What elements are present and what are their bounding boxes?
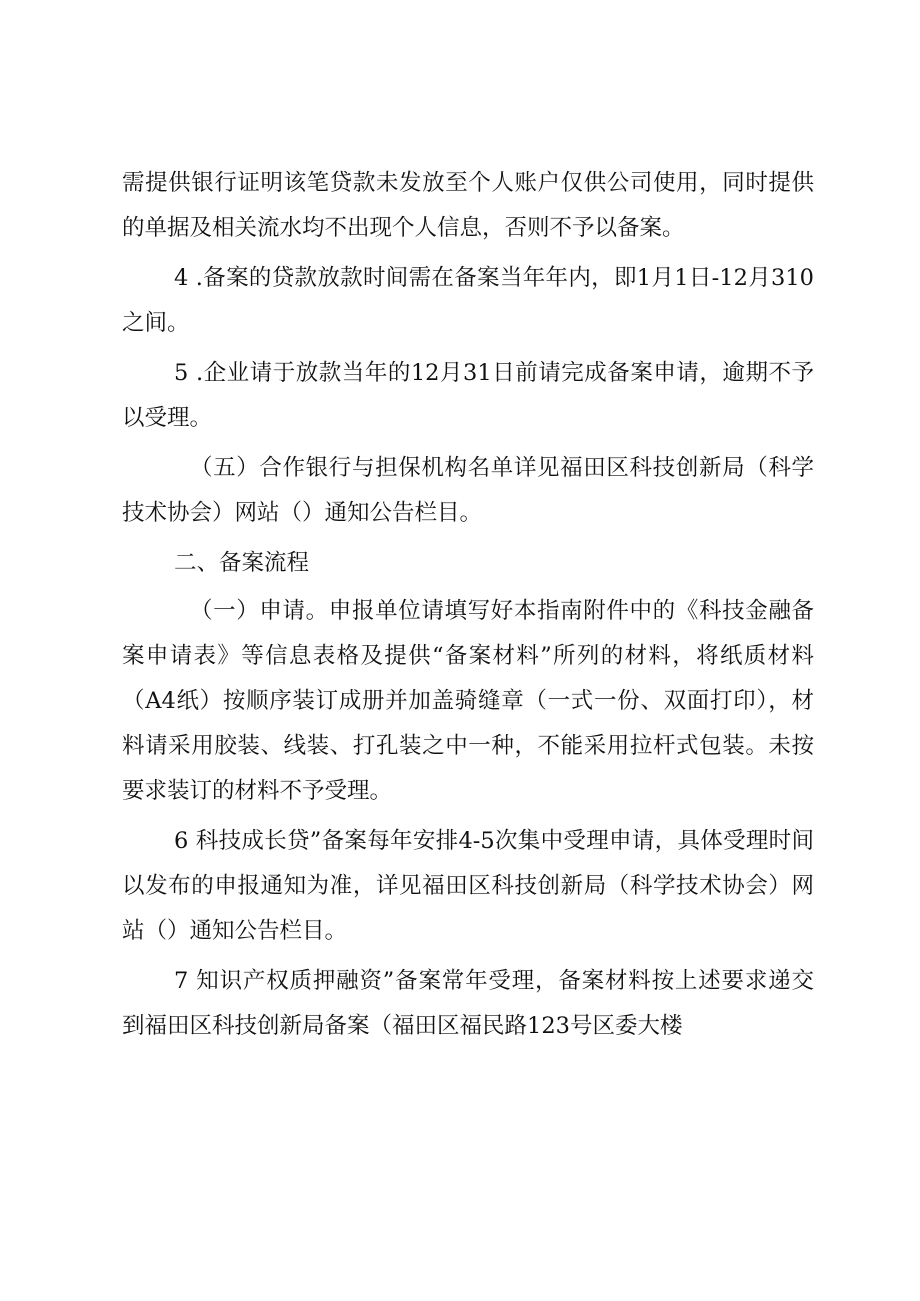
paragraph-item-5-deadline: 5 .企业请于放款当年的12月31日前请完成备案申请，逾期不予以受理。	[122, 360, 814, 431]
paragraph-item-4-loan-time: 4 .备案的贷款放款时间需在备案当年年内，即1月1日-12月310之间。	[122, 265, 814, 336]
section-heading-filing-process: 二、备案流程	[174, 550, 310, 576]
document-body	[122, 161, 814, 1054]
paragraph-bank-proof: 需提供银行证明该笔贷款未发放至个人账户仅供公司使用，同时提供的单据及相关流水均不出现个人信息，否则不予以备案。	[122, 170, 814, 241]
paragraph-item-6-growth-loan: 6 科技成长贷”备案每年安排4-5次集中受理申请，具体受理时间以发布的申报通知为准，详见福田区科技创新局（科学技术协会）网站（）通知公告栏目。	[122, 828, 814, 944]
paragraph-item-7-ip-pledge: 7 知识产权质押融资”备案常年受理，备案材料按上述要求递交到福田区科技创新局备案（福田区福民路123号区委大楼	[122, 968, 814, 1039]
paragraph-step-1-application: （一）申请。申报单位请填写好本指南附件中的《科技金融备案申请表》等信息表格及提供“备案材料”所列的材料，将纸质材料（A4纸）按顺序装订成册并加盖骑缝章（一式一份、双面打印），材料请采用胶装、线装、打孔装之中一种，不能采用拉杆式包装。未按要求装订的材料不予受理。	[122, 598, 814, 804]
paragraph-section-5-partner-banks: （五）合作银行与担保机构名单详见福田区科技创新局（科学技术协会）网站（）通知公告栏目。	[122, 455, 814, 526]
